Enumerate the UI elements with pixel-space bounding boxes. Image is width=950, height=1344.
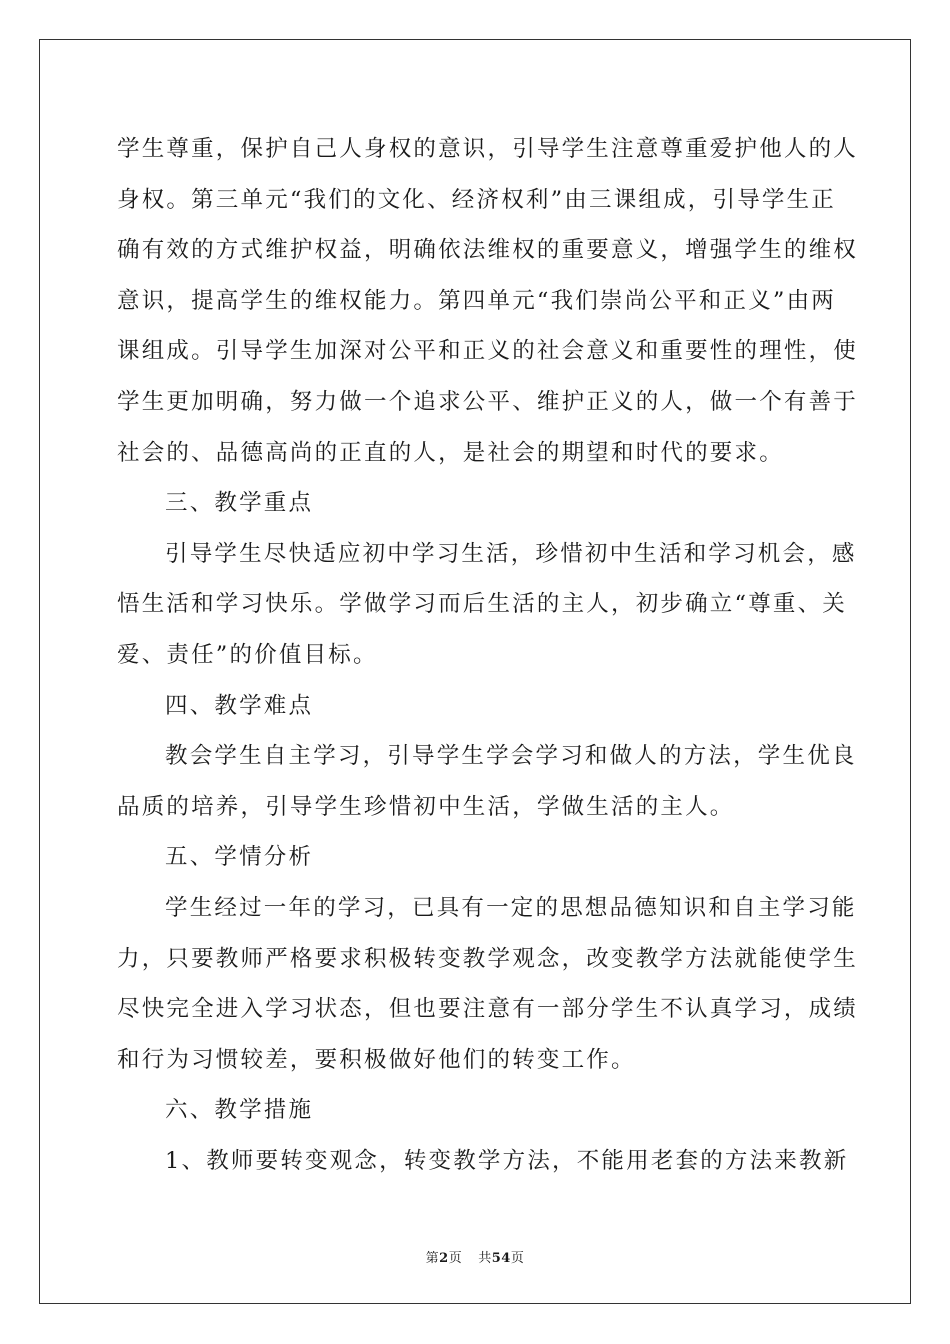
text-line: 1、教师要转变观念，转变教学方法，不能用老套的方法来教新 [165, 1147, 849, 1174]
text-line: 和行为习惯较差，要积极做好他们的转变工作。 [117, 1046, 636, 1073]
text-line: 意识，提高学生的维权能力。第四单元“我们崇尚公平和正义”由两 [117, 287, 837, 314]
document-body [117, 124, 859, 1186]
text-line: 教会学生自主学习，引导学生学会学习和做人的方法，学生优良 [165, 743, 857, 770]
section-heading-teaching-focus: 三、教学重点 [165, 490, 314, 517]
text-line: 课组成。引导学生加深对公平和正义的社会意义和重要性的理性，使 [117, 338, 859, 365]
text-line: 学生经过一年的学习，已具有一定的思想品德知识和自主学习能 [165, 894, 857, 921]
text-line: 力，只要教师严格要求积极转变教学观念，改变教学方法就能使学生 [117, 945, 859, 972]
text-line: 身权。第三单元“我们的文化、经济权利”由三课组成，引导学生正 [117, 186, 837, 213]
total-suffix: 页 [510, 1251, 525, 1266]
page-number: 2 [439, 1251, 449, 1266]
text-line: 品质的培养，引导学生珍惜初中生活，学做生活的主人。 [117, 793, 735, 820]
total-pages: 54 [491, 1251, 511, 1266]
page-suffix: 页 [448, 1251, 463, 1266]
section-heading-student-analysis: 五、学情分析 [165, 844, 314, 871]
section-heading-teaching-difficulty: 四、教学难点 [165, 692, 314, 719]
page-prefix: 第 [425, 1251, 440, 1266]
text-line: 爱、责任”的价值目标。 [117, 641, 378, 668]
text-line: 悟生活和学习快乐。学做学习而后生活的主人，初步确立“尊重、关 [117, 591, 848, 618]
text-line: 确有效的方式维护权益，明确依法维权的重要意义，增强学生的维权 [117, 237, 859, 264]
text-line: 社会的、品德高尚的正直的人，是社会的期望和时代的要求。 [117, 439, 784, 466]
text-line: 尽快完全进入学习状态，但也要注意有一部分学生不认真学习，成绩 [117, 996, 859, 1023]
text-line: 学生尊重，保护自己人身权的意识，引导学生注意尊重爱护他人的人 [117, 136, 859, 162]
page-footer [0, 1247, 950, 1266]
text-line: 引导学生尽快适应初中学习生活，珍惜初中生活和学习机会，感 [165, 540, 857, 567]
text-line: 学生更加明确，努力做一个追求公平、维护正义的人，做一个有善于 [117, 388, 859, 415]
section-heading-teaching-measures: 六、教学措施 [165, 1097, 314, 1124]
total-prefix: 共 [478, 1251, 492, 1266]
